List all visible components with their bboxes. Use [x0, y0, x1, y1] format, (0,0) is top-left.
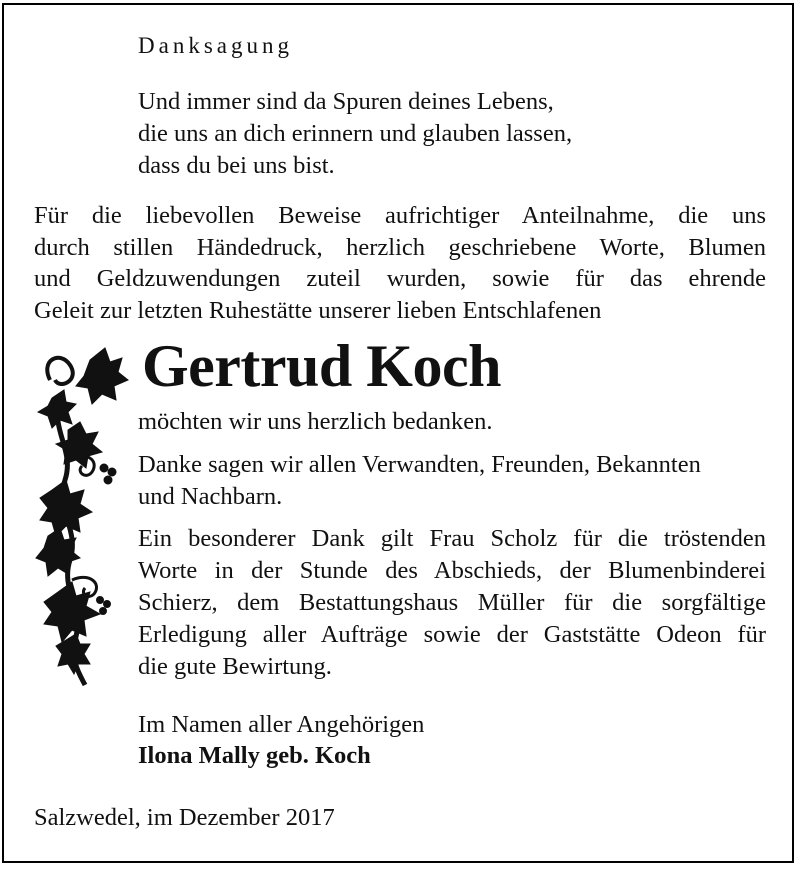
special-thanks-line: Schierz, dem Bestattungshaus Müller für die sorgfältige — [138, 589, 766, 616]
grapevine-ornament-icon — [30, 340, 130, 690]
poem-line: die uns an dich erinnern und glauben lassen, — [138, 120, 573, 147]
special-thanks-line: Ein besonderer Dank gilt Frau Scholz für die tröstenden — [138, 525, 766, 552]
relatives-paragraph — [138, 449, 766, 513]
intro-line: Geleit zur letzten Ruhestätte unserer lieben Entschlafenen — [34, 296, 602, 324]
special-thanks-line: die gute Bewirtung. — [138, 653, 332, 680]
special-thanks-paragraph — [138, 523, 766, 683]
special-thanks-line: Erledigung aller Aufträge sowie der Gaststätte Odeon für — [138, 621, 766, 648]
intro-paragraph — [34, 200, 766, 326]
place-date: Salzwedel, im Dezember 2017 — [34, 804, 335, 831]
intro-line: Für die liebevollen Beweise aufrichtiger Anteilnahme, die uns — [34, 202, 766, 229]
special-thanks-line: Worte in der Stunde des Abschieds, der Blumenbinderei — [138, 557, 766, 584]
poem — [138, 86, 572, 182]
signature-name: Ilona Mally geb. Koch — [138, 742, 371, 769]
deceased-name: Gertrud Koch — [142, 333, 501, 399]
thanks-line — [138, 406, 766, 438]
poem-line: Und immer sind da Spuren deines Lebens, — [138, 88, 554, 115]
signature-line: Im Namen aller Angehörigen — [138, 711, 425, 738]
poem-line: dass du bei uns bist. — [138, 152, 335, 179]
heading: Danksagung — [138, 33, 293, 58]
thanks-text: möchten wir uns herzlich bedanken. — [138, 408, 493, 435]
relatives-line: und Nachbarn. — [138, 483, 283, 510]
relatives-line: Danke sagen wir allen Verwandten, Freunden, Bekannten — [138, 451, 701, 478]
intro-line: und Geldzuwendungen zuteil wurden, sowie für das ehrende — [34, 265, 766, 292]
intro-line: durch stillen Händedruck, herzlich geschriebene Worte, Blumen — [34, 233, 766, 261]
